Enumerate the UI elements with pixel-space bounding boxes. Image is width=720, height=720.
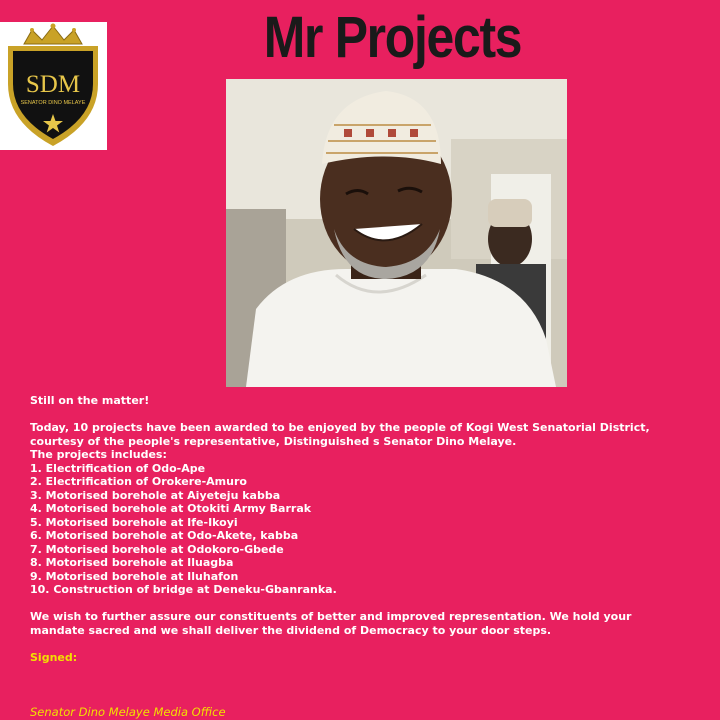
statement-intro: Still on the matter! xyxy=(30,394,150,407)
spacer xyxy=(30,597,690,611)
signed-label: Signed: xyxy=(30,650,78,664)
sdm-logo xyxy=(0,22,107,150)
list-item: 6. Motorised borehole at Odo-Akete, kabba xyxy=(30,529,299,542)
spacer xyxy=(30,637,690,651)
list-item: 1. Electrification of Odo-Ape xyxy=(30,461,206,475)
crest-emblem xyxy=(0,22,107,150)
list-item: 5. Motorised borehole at Ife-Ikoyi xyxy=(30,515,238,529)
signatory-name: Senator Dino Melaye Media Office xyxy=(30,705,226,719)
list-item: 7. Motorised borehole at Odokoro-Gbede xyxy=(30,542,284,556)
list-item: 2. Electrification of Orokere-Amuro xyxy=(30,475,247,488)
spacer xyxy=(30,408,690,422)
press-statement xyxy=(30,394,690,664)
list-item: 10. Construction of bridge at Deneku-Gbanranka. xyxy=(30,583,337,596)
portrait-photo xyxy=(226,79,567,387)
projects-list xyxy=(30,462,690,597)
list-item: 3. Motorised borehole at Aiyeteju kabba xyxy=(30,488,281,502)
list-item: 9. Motorised borehole at Iluhafon xyxy=(30,569,239,583)
projects-heading: The projects includes: xyxy=(30,448,167,461)
statement-paragraph: Today, 10 projects have been awarded to be enjoyed by the people of Kogi West Senatorial District, courtesy of the people's representative, Distinguished s Senator Dino Melaye. xyxy=(30,421,650,448)
list-item: 8. Motorised borehole at Iluagba xyxy=(30,556,234,569)
list-item: 4. Motorised borehole at Otokiti Army Barrak xyxy=(30,502,312,515)
logo-tagline: SENATOR DINO MELAYE xyxy=(20,100,86,106)
headline-title: Mr Projects xyxy=(263,5,522,70)
logo-monogram: SDM xyxy=(25,71,81,98)
statement-closing: We wish to further assure our constituents of better and improved representation. We hold your mandate sacred and we shall deliver the dividend of Democracy to your door steps. xyxy=(30,610,632,637)
